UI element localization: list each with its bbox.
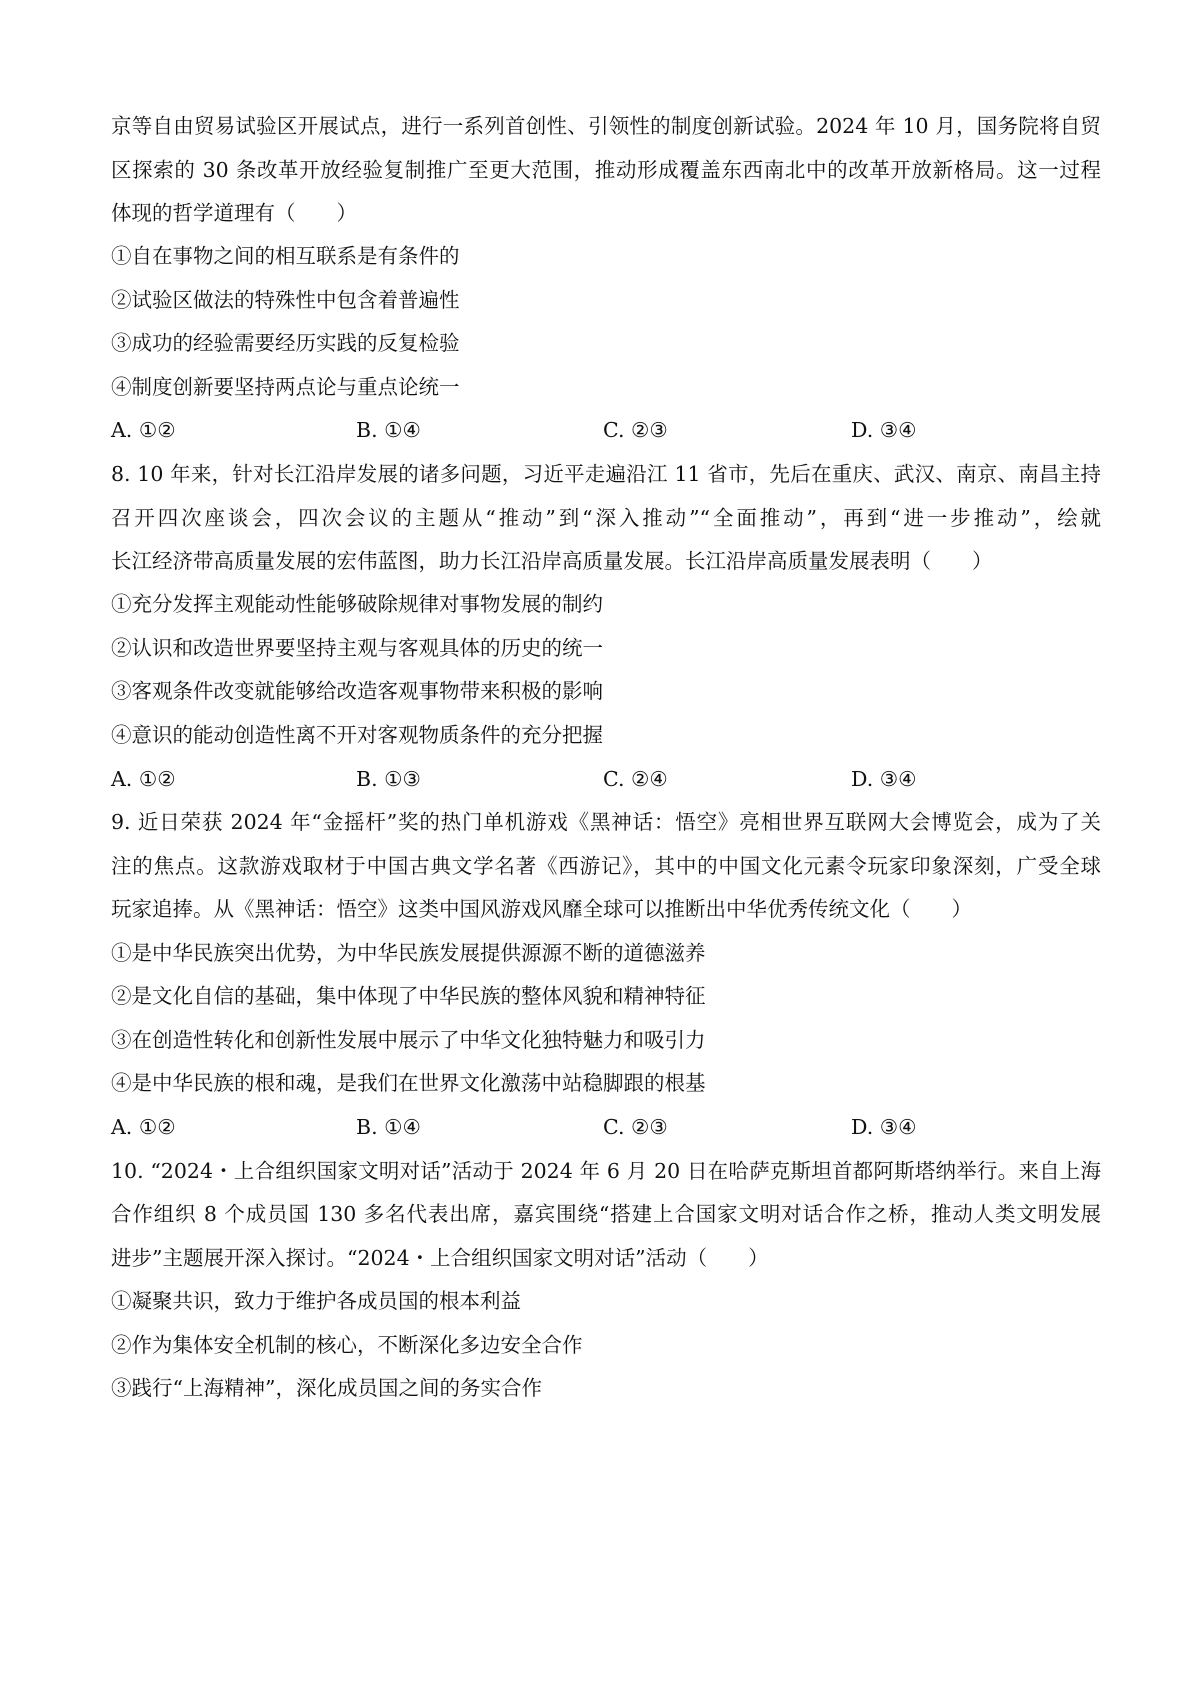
q9-statement-3: ③在创造性转化和创新性发展中展示了中华文化独特魅力和吸引力	[111, 1028, 706, 1052]
q7-statement-3: ③成功的经验需要经历实践的反复检验	[111, 331, 460, 355]
q7-stem-line-1: 京等自由贸易试验区开展试点，进行一系列首创性、引领性的制度创新试验。2024 年 10 月，国务院将自贸	[111, 114, 1101, 138]
q8-option-d: D. ③④	[851, 767, 917, 791]
q8-statement-3: ③客观条件改变就能够给改造客观事物带来积极的影响	[111, 679, 603, 703]
q8-statement-2: ②认识和改造世界要坚持主观与客观具体的历史的统一	[111, 636, 603, 660]
q8-statement-4: ④意识的能动创造性离不开对客观物质条件的充分把握	[111, 723, 603, 747]
q10-statement-1: ①凝聚共识，致力于维护各成员国的根本利益	[111, 1289, 521, 1313]
q9-option-d: D. ③④	[851, 1115, 917, 1139]
q10-statement-2: ②作为集体安全机制的核心，不断深化多边安全合作	[111, 1333, 583, 1357]
q9-stem-line-1: 9. 近日荣获 2024 年“金摇杆”奖的热门单机游戏《黑神话：悟空》亮相世界互联网大会博览会，成为了关	[111, 810, 1101, 834]
q9-stem-line-2: 注的焦点。这款游戏取材于中国古典文学名著《西游记》，其中的中国文化元素令玩家印象深刻，广受全球	[111, 854, 1101, 878]
q9-statement-4: ④是中华民族的根和魂，是我们在世界文化激荡中站稳脚跟的根基	[111, 1071, 706, 1095]
q9-option-a: A. ①②	[111, 1115, 176, 1139]
q7-statement-2: ②试验区做法的特殊性中包含着普遍性	[111, 288, 460, 312]
q9-option-b: B. ①④	[356, 1115, 421, 1139]
q8-stem-line-2: 召开四次座谈会，四次会议的主题从“推动”到“深入推动”“全面推动”，再到“进一步推动”，绘就	[111, 506, 1101, 530]
q7-option-d: D. ③④	[851, 418, 917, 442]
q7-option-c: C. ②③	[603, 418, 668, 442]
q9-option-c: C. ②③	[603, 1115, 668, 1139]
q10-statement-3: ③践行“上海精神”，深化成员国之间的务实合作	[111, 1376, 542, 1400]
q7-stem-line-2: 区探索的 30 条改革开放经验复制推广至更大范围，推动形成覆盖东西南北中的改革开放新格局。这一过程	[111, 158, 1101, 182]
q9-stem-line-3: 玩家追捧。从《黑神话：悟空》这类中国风游戏风靡全球可以推断出中华优秀传统文化（ ）	[111, 897, 972, 921]
q10-stem-line-1: 10. “2024・上合组织国家文明对话”活动于 2024 年 6 月 20 日在哈萨克斯坦首都阿斯塔纳举行。来自上海	[111, 1159, 1101, 1183]
q8-option-c: C. ②④	[603, 767, 668, 791]
q8-stem-line-1: 8. 10 年来，针对长江沿岸发展的诸多问题，习近平走遍沿江 11 省市，先后在重庆、武汉、南京、南昌主持	[111, 462, 1101, 486]
q9-statement-2: ②是文化自信的基础，集中体现了中华民族的整体风貌和精神特征	[111, 984, 706, 1008]
q10-stem-line-3: 进步”主题展开深入探讨。“2024・上合组织国家文明对话”活动（ ）	[111, 1246, 769, 1270]
q8-option-a: A. ①②	[111, 767, 176, 791]
q8-option-b: B. ①③	[356, 767, 421, 791]
q8-stem-line-3: 长江经济带高质量发展的宏伟蓝图，助力长江沿岸高质量发展。长江沿岸高质量发展表明（ ）	[111, 549, 993, 573]
q7-option-a: A. ①②	[111, 418, 176, 442]
q9-statement-1: ①是中华民族突出优势，为中华民族发展提供源源不断的道德滋养	[111, 941, 706, 965]
q10-stem-line-2: 合作组织 8 个成员国 130 多名代表出席，嘉宾围绕“搭建上合国家文明对话合作之桥，推动人类文明发展	[111, 1202, 1101, 1226]
q7-stem-line-3: 体现的哲学道理有（ ）	[111, 201, 357, 225]
q7-option-b: B. ①④	[356, 418, 421, 442]
q8-statement-1: ①充分发挥主观能动性能够破除规律对事物发展的制约	[111, 592, 603, 616]
q7-statement-4: ④制度创新要坚持两点论与重点论统一	[111, 375, 460, 399]
q7-statement-1: ①自在事物之间的相互联系是有条件的	[111, 244, 460, 268]
